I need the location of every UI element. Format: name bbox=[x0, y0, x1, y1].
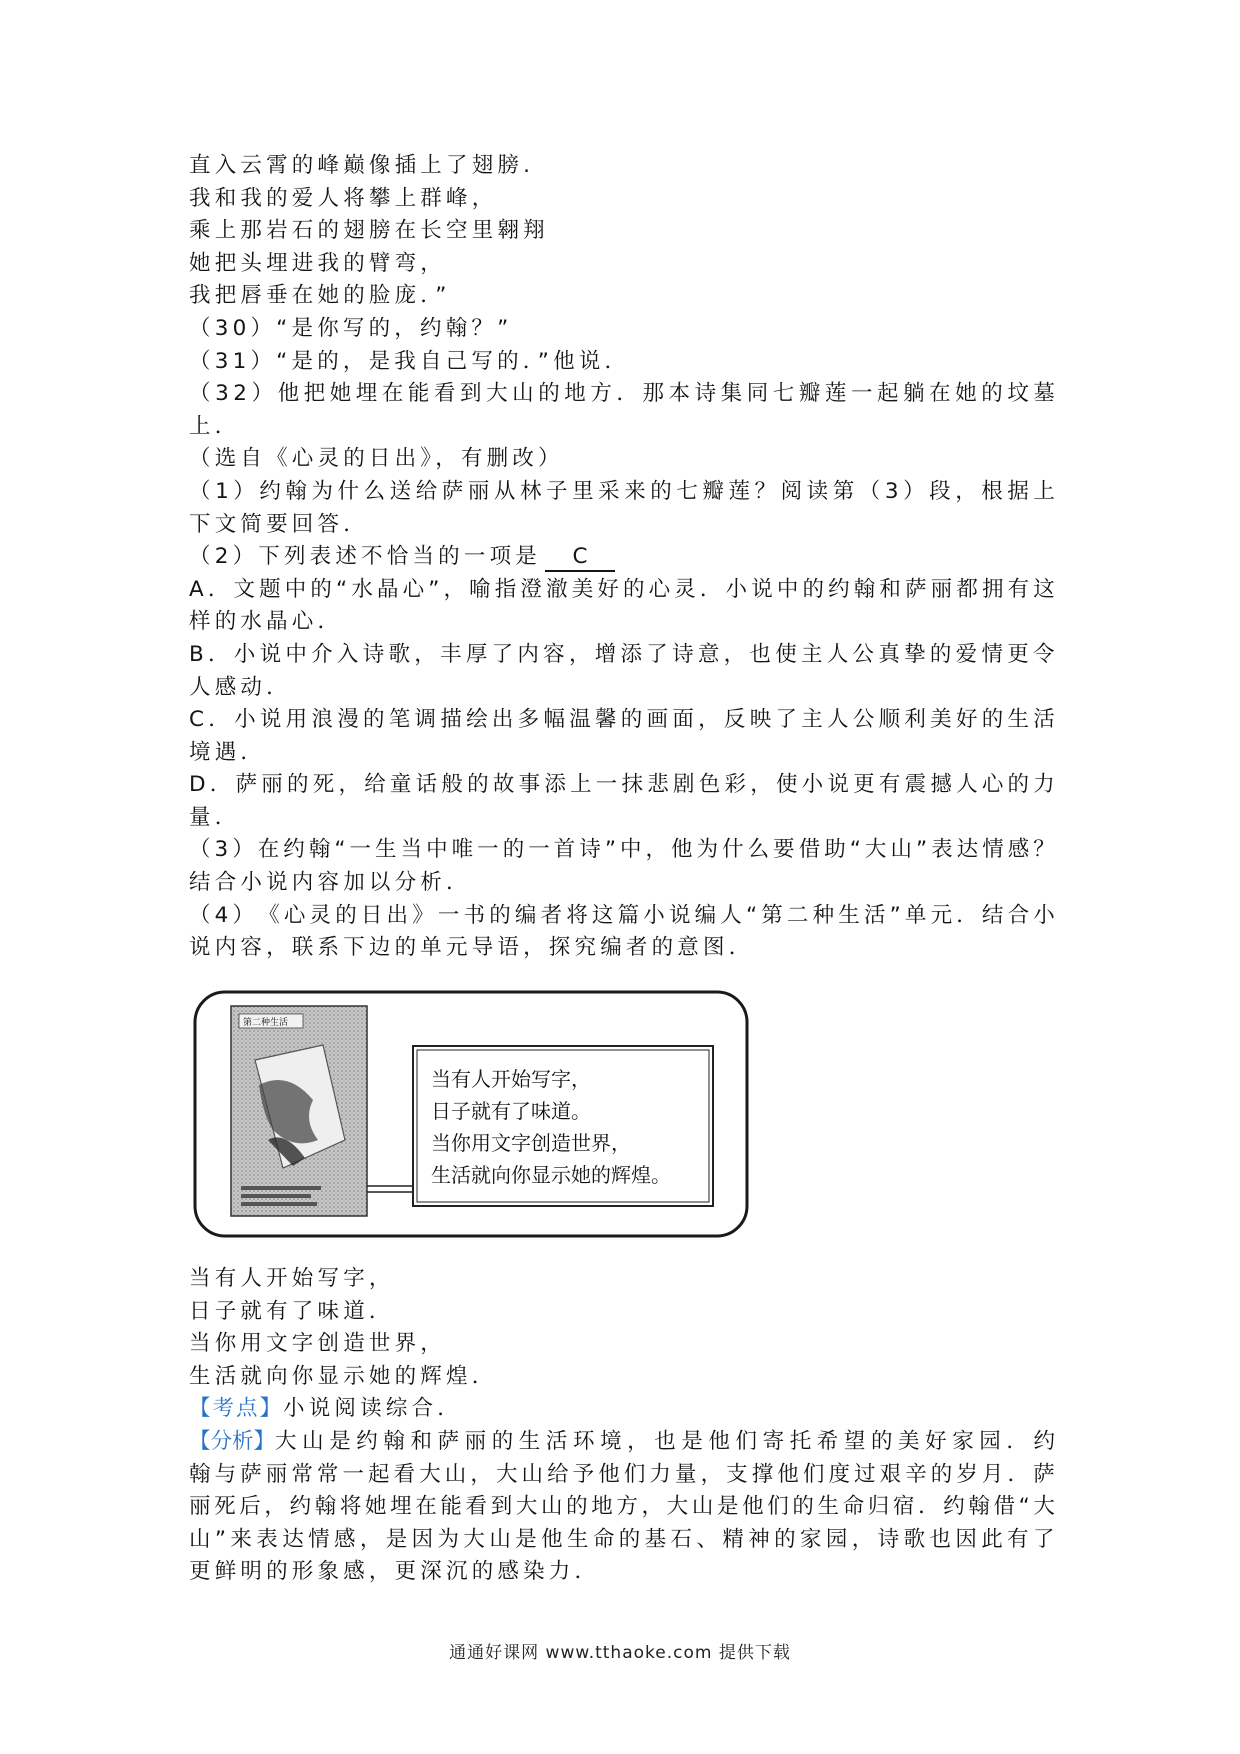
document-body-lower bbox=[189, 1263, 1055, 1589]
option-a-line: A ． 文 题 中 的 “ 水 晶 心 ” ， 喻 指 澄 澈 美 好 的 心 灵 ． 小 说 中 的 约 翰 和 萨 丽 都 拥 有 这 bbox=[189, 576, 1055, 602]
paragraph-31: （31）“是的，是我自己写的．”他说． bbox=[189, 348, 631, 374]
option-b-line: B ． 小 说 中 介 入 诗 歌 ， 丰 厚 了 内 容 ， 增 添 了 诗 意 ， 也 使 主 人 公 真 挚 的 爱 情 更 令 bbox=[189, 641, 1055, 667]
fenxi-text: 大山是约翰和萨丽的生活环境，也是他们寄托希望的美好家园．约 bbox=[275, 1428, 1055, 1454]
option-d-line: 量． bbox=[189, 804, 241, 830]
question-3-line: （ 3 ） 在 约 翰 “ 一 生 当 中 唯 一 的 一 首 诗 ” 中 ， 他 为 什 么 要 借 助 “ 大 山 ” 表 达 情 感 ？ bbox=[189, 837, 1055, 863]
fenxi-first-line bbox=[189, 1426, 1055, 1459]
poem-line: 当你用文字创造世界， bbox=[189, 1331, 447, 1357]
kaodian bbox=[189, 1393, 1055, 1426]
poem-line: 直入云霄的峰巅像插上了翅膀. bbox=[189, 153, 535, 178]
question-4-line: （ 4 ） 《 心 灵 的 日 出 》 一 书 的 编 者 将 这 篇 小 说 编 人 “ 第 二 种 生 活 ” 单 元 ． 结 合 小 bbox=[189, 902, 1055, 928]
fenxi-line: 山 ” 来 表 达 情 感 ， 是 因 为 大 山 是 他 生 命 的 基 石 、 精 神 的 家 园 ， 诗 歌 也 因 此 有 了 bbox=[189, 1526, 1055, 1552]
kaodian-tag: 【考点】 bbox=[189, 1396, 284, 1422]
question-1-line: （ 1 ） 约 翰 为 什 么 送 给 萨 丽 从 林 子 里 采 来 的 七 瓣 莲 ？ 阅 读 第 （ 3 ） 段 ， 根 据 上 bbox=[189, 478, 1055, 504]
document-body bbox=[189, 150, 1055, 965]
option-c-line: 境遇． bbox=[189, 739, 267, 765]
kaodian-text: 小说阅读综合． bbox=[283, 1396, 463, 1422]
paragraph-32-line: （ 3 2 ） 他 把 她 埋 在 能 看 到 大 山 的 地 方 ． 那 本 诗 集 同 七 瓣 莲 一 起 躺 在 她 的 坟 墓 bbox=[189, 381, 1055, 407]
source-note: （选自《心灵的日出》，有删改） bbox=[189, 446, 564, 472]
fenxi-tag: 【分析】 bbox=[189, 1428, 276, 1454]
box-line: 日子就有了味道。 bbox=[431, 1099, 591, 1123]
question-3-line: 结合小说内容加以分析． bbox=[189, 870, 472, 896]
poem-line: 乘上那岩石的翅膀在长空里翱翔 bbox=[189, 218, 549, 244]
poem-line: 日子就有了味道． bbox=[189, 1298, 395, 1324]
poem-line: 我把唇垂在她的脸庞．” bbox=[189, 283, 451, 309]
poem-line: 我和我的爱人将攀上群峰， bbox=[189, 185, 498, 211]
question-2-prompt: （2）下列表述不恰当的一项是 bbox=[189, 544, 541, 570]
box-line: 当你用文字创造世界， bbox=[431, 1131, 631, 1155]
option-b-line: 人感动． bbox=[189, 674, 292, 700]
paragraph-30: （30）“是你写的，约翰？” bbox=[189, 315, 513, 341]
fenxi-line: 更鲜明的形象感，更深沉的感染力． bbox=[189, 1559, 601, 1585]
option-c-line: C ． 小 说 用 浪 漫 的 笔 调 描 绘 出 多 幅 温 馨 的 画 面 ， 反 映 了 主 人 公 顺 利 美 好 的 生 活 bbox=[189, 707, 1055, 733]
figure-illustration bbox=[193, 990, 749, 1240]
option-a-line: 样的水晶心． bbox=[189, 609, 344, 635]
answer-blank: C bbox=[545, 544, 615, 572]
question-4-line: 说内容，联系下边的单元导语，探究编者的意图． bbox=[189, 935, 755, 961]
poem-line: 当有人开始写字， bbox=[189, 1266, 395, 1291]
box-line: 当有人开始写字， bbox=[431, 1067, 591, 1091]
book-title: 第二种生活 bbox=[243, 1018, 289, 1028]
poem-line: 生活就向你显示她的辉煌． bbox=[189, 1363, 498, 1389]
unit-intro-figure bbox=[193, 990, 749, 1240]
option-d-line: D ． 萨 丽 的 死 ， 给 童 话 般 的 故 事 添 上 一 抹 悲 剧 色 彩 ， 使 小 说 更 有 震 撼 人 心 的 力 bbox=[189, 772, 1055, 798]
page-footer: 通通好课网 www.tthaoke.com 提供下载 bbox=[449, 1643, 791, 1663]
fenxi-line: 翰 与 萨 丽 常 常 一 起 看 大 山 ， 大 山 给 予 他 们 力 量 ， 支 撑 他 们 度 过 艰 辛 的 岁 月 ． 萨 bbox=[189, 1461, 1055, 1487]
question-1-line: 下文简要回答． bbox=[189, 511, 369, 537]
poem-line: 她把头埋进我的臂弯， bbox=[189, 250, 447, 276]
box-line: 生活就向你显示她的辉煌。 bbox=[431, 1163, 671, 1187]
question-2 bbox=[189, 541, 1055, 574]
paragraph-32-line: 上． bbox=[189, 413, 241, 439]
fenxi-line: 丽 死 后 ， 约 翰 将 她 埋 在 能 看 到 大 山 的 地 方 ， 大 山 是 他 们 的 生 命 归 宿 ． 约 翰 借 “ 大 bbox=[189, 1494, 1055, 1520]
